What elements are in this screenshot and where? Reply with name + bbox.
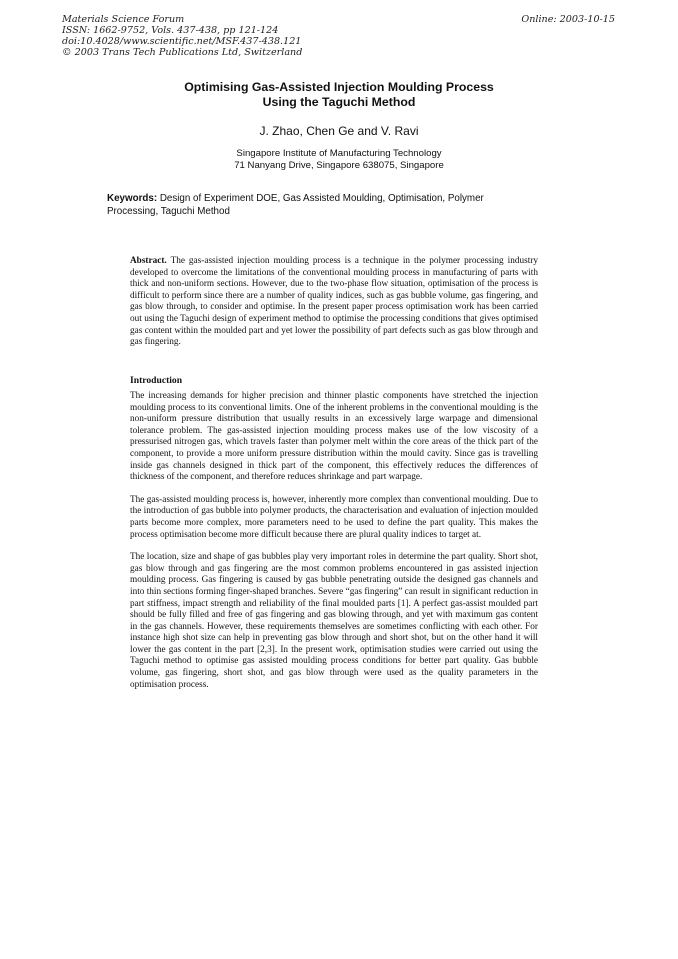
paper-title: [0, 80, 678, 110]
affiliation: [0, 148, 678, 172]
affiliation-line-2: 71 Nanyang Drive, Singapore 638075, Singapore: [234, 160, 444, 171]
introduction-body: [130, 391, 538, 702]
copyright-line: © 2003 Trans Tech Publications Ltd, Switzerland: [62, 47, 303, 58]
abstract-label: Abstract.: [130, 256, 167, 266]
online-date: Online: 2003-10-15: [521, 14, 615, 25]
keywords: [107, 193, 507, 218]
abstract-paragraph: [130, 256, 538, 349]
journal-name: Materials Science Forum: [62, 14, 185, 25]
introduction-heading: Introduction: [130, 375, 183, 386]
doi-line: doi:10.4028/www.scientific.net/MSF.437-438.121: [62, 36, 302, 47]
authors: J. Zhao, Chen Ge and V. Ravi: [259, 124, 419, 138]
journal-header: [62, 14, 302, 58]
title-line-2: Using the Taguchi Method: [262, 95, 416, 109]
issn-line: ISSN: 1662-9752, Vols. 437-438, pp 121-124: [62, 25, 279, 36]
title-line-1: Optimising Gas-Assisted Injection Moulding Process: [184, 80, 494, 94]
keywords-label: Keywords:: [107, 193, 158, 204]
affiliation-line-1: Singapore Institute of Manufacturing Technology: [236, 148, 442, 159]
abstract-text: The gas-assisted injection moulding process is a technique in the polymer processing industry developed to overcome the limitations of the conventional moulding process in manufacturing of parts with thick and non-uniform sections. However, due to the two-phase flow situation, optimisation of the process is difficult to perform since there are a number of quality indices, such as gas bubble volume, gas fingering, and gas blow through, to consider and optimise. In the present paper process optimisation work has been carried out using the Taguchi design of experiment method to optimise the processing conditions that gives optimised gas content within the moulded part and yet lower the possibility of part defects such as gas blow through and gas fingering.: [130, 256, 538, 348]
abstract: [130, 256, 538, 360]
intro-paragraph-2: The gas-assisted moulding process is, however, inherently more complex than conventional moulding. Due to the introduction of gas bubble into polymer products, the characterisation and evaluation of injection moulded parts become more complex, more parameters need to be used to define the part quality. This makes the process optimisation become more difficult because there are plural quality indices to target at.: [130, 494, 538, 540]
intro-paragraph-3: The location, size and shape of gas bubbles play very important roles in determine the part quality. Short shot, gas blow through and gas fingering are the most common problems encountered in gas assisted injection moulding process. Gas fingering is caused by gas bubble penetrating outside the designed gas channels and into thin sections forming finger-shaped branches. Severe “gas fingering” can result in significant reduction in part stiffness, impact strength and reliability of the final moulded parts [1]. A perfect gas-assist moulded part should be fully filled and free of gas fingering and gas blowing through, and yet with maximum gas content in the gas channels. However, these requirements themselves are sometimes conflicting with each other. For instance high shot size can help in preventing gas blow through and short shot, but on the other hand it will lower the gas content in the part [2,3]. In the present work, optimisation studies were carried out using the Taguchi method to optimise gas assisted moulding process conditions for better part quality. Gas bubble volume, gas fingering, short shot, and gas blow through were used as the quality parameters in the optimisation process.: [130, 552, 538, 690]
intro-paragraph-1: The increasing demands for higher precision and thinner plastic components have stretched the injection moulding process to its conventional limits. One of the inherent problems in the conventional moulding is the non-uniform pressure distribution that usually results in an excessively large warpage and dimensional tolerance problem. The gas-assisted injection moulding process makes use of the low viscosity of a pressurised nitrogen gas, which travels faster than polymer melt within the core areas of the thick part of the component, to provide a more uniform pressure distribution within the mould cavity. Since gas is travelling inside gas channels designed in thick part of the component, this effectively reduces the differences of thickness of the component, and therefore reduces shrinkage and part warpage.: [130, 391, 538, 483]
keywords-text: Design of Experiment DOE, Gas Assisted Moulding, Optimisation, Polymer Processing, Taguchi Method: [107, 193, 484, 217]
